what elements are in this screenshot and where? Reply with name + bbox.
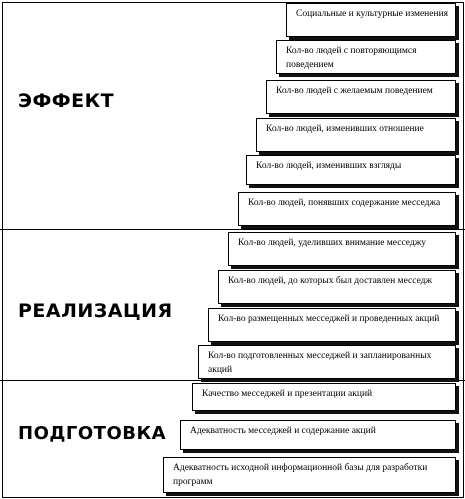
step-understood-message: Кол-во людей, понявших содержание месседжа — [238, 192, 456, 226]
step-repeated-behavior: Кол-во людей с повторяющимся поведением — [276, 40, 456, 74]
step-information-base: Адекватность исходной информационной базы для разработки программ — [163, 457, 456, 493]
step-desired-behavior: Кол-во людей с желаемым поведением — [266, 80, 456, 114]
step-paid-attention: Кол-во людей, уделивших внимание месседжу — [228, 232, 456, 266]
step-changed-attitude: Кол-во людей, изменивших отношение — [256, 118, 456, 152]
step-changed-views: Кол-во людей, изменивших взгляды — [246, 155, 456, 185]
section-divider — [0, 229, 465, 230]
section-divider — [0, 380, 465, 381]
step-prepared-messages: Кол-во подготовленных месседжей и запланированных акций — [198, 345, 456, 379]
step-message-adequacy: Адекватность месседжей и содержание акций — [180, 420, 456, 450]
phase-effect-title: ЭФФЕКТ — [18, 90, 115, 112]
phase-implementation-title: РЕАЛИЗАЦИЯ — [18, 300, 173, 322]
step-message-delivered: Кол-во людей, до которых был доставлен месседж — [218, 270, 456, 304]
phase-preparation-title: ПОДГОТОВКА — [18, 423, 167, 444]
step-message-quality: Качество месседжей и презентации акций — [192, 383, 456, 411]
step-placed-messages: Кол-во размещенных месседжей и проведенных акций — [208, 308, 456, 342]
step-social-cultural-change: Социальные и культурные изменения — [286, 3, 456, 37]
